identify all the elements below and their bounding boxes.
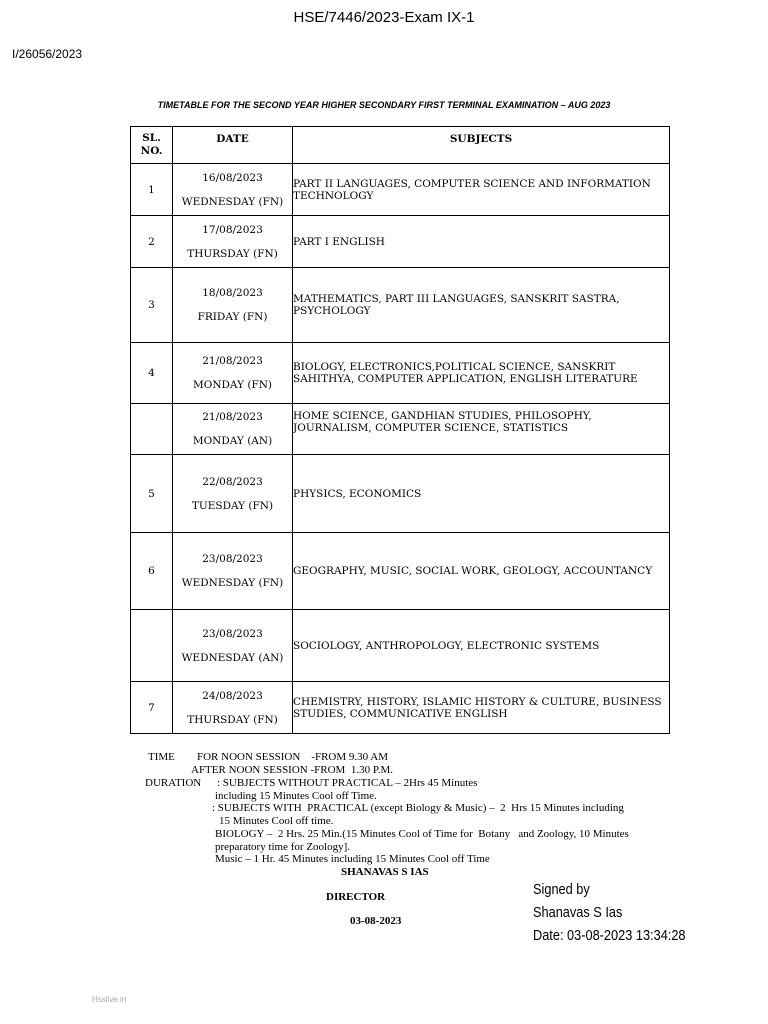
date-cell (173, 455, 293, 533)
date-cell (173, 343, 293, 404)
exam-date: 17/08/2023 (202, 223, 263, 236)
signature-timestamp: Date: 03-08-2023 13:34:28 (533, 928, 686, 944)
exam-timetable (130, 126, 670, 734)
sl-cell: 2 (131, 216, 173, 268)
duration-with-practical-note: 15 Minutes Cool off time. (219, 815, 334, 827)
sl-cell (131, 404, 173, 455)
afternoon-session-time: AFTER NOON SESSION -FROM 1.30 P.M. (191, 764, 394, 776)
table-row (131, 268, 670, 343)
exam-day: THURSDAY (FN) (187, 247, 278, 260)
exam-date: 23/08/2023 (202, 627, 263, 640)
signatory-designation: DIRECTOR (326, 891, 386, 903)
duration-with-practical: : SUBJECTS WITH PRACTICAL (except Biology & Music) – 2 Hrs 15 Minutes including (212, 802, 624, 814)
duration-without-practical-note: including 15 Minutes Cool off Time. (215, 790, 377, 802)
signer-name: Shanavas S Ias (533, 905, 623, 921)
subjects-cell: BIOLOGY, ELECTRONICS,POLITICAL SCIENCE, SANSKRIT SAHITHYA, COMPUTER APPLICATION, ENGLISH LITERATURE (293, 343, 670, 404)
table-row (131, 610, 670, 682)
sl-cell: 7 (131, 682, 173, 734)
sl-cell: 3 (131, 268, 173, 343)
sl-cell: 5 (131, 455, 173, 533)
signatory-name: SHANAVAS S IAS (341, 866, 429, 878)
table-row (131, 533, 670, 610)
exam-day: TUESDAY (FN) (191, 499, 274, 512)
date-cell (173, 164, 293, 216)
subjects-cell: PART I ENGLISH (293, 216, 670, 268)
table-row (131, 682, 670, 734)
exam-date: 18/08/2023 (202, 287, 263, 299)
date-cell (173, 682, 293, 734)
duration-biology-note: preparatory time for Zoology]. (215, 841, 351, 853)
subjects-cell: SOCIOLOGY, ANTHROPOLOGY, ELECTRONIC SYSTEMS (293, 610, 670, 682)
document-reference: HSE/7446/2023-Exam IX-1 (293, 9, 475, 26)
table-row (131, 404, 670, 455)
table-row (131, 455, 670, 533)
subjects-header: SUBJECTS (293, 127, 670, 164)
sl-header-line1: SL. (142, 132, 161, 144)
file-number: I/26056/2023 (12, 47, 83, 61)
table-row (131, 343, 670, 404)
subjects-cell: GEOGRAPHY, MUSIC, SOCIAL WORK, GEOLOGY, ACCOUNTANCY (293, 533, 670, 610)
duration-label: DURATION (145, 777, 202, 789)
date-cell (173, 268, 293, 343)
footer-watermark: Hsslive.in (92, 995, 127, 1004)
exam-day: FRIDAY (FN) (197, 311, 268, 323)
subjects-cell: CHEMISTRY, HISTORY, ISLAMIC HISTORY & CULTURE, BUSINESS STUDIES, COMMUNICATIVE ENGLISH (293, 682, 670, 734)
exam-day: WEDNESDAY (AN) (181, 651, 284, 664)
date-cell (173, 404, 293, 455)
time-label: TIME (148, 751, 175, 763)
subjects-cell: PHYSICS, ECONOMICS (293, 455, 670, 533)
signed-by-label: Signed by (533, 882, 590, 898)
forenoon-session-time: FOR NOON SESSION -FROM 9.30 AM (197, 751, 389, 763)
exam-date: 16/08/2023 (202, 171, 263, 184)
date-cell (173, 216, 293, 268)
date-cell (173, 533, 293, 610)
exam-date: 24/08/2023 (202, 689, 263, 702)
date-cell (173, 610, 293, 682)
exam-date: 22/08/2023 (202, 475, 263, 488)
signatory-date: 03-08-2023 (350, 915, 402, 927)
exam-day: MONDAY (FN) (192, 379, 273, 391)
subjects-cell: PART II LANGUAGES, COMPUTER SCIENCE AND INFORMATION TECHNOLOGY (293, 164, 670, 216)
sl-header-line2: NO. (140, 145, 163, 157)
exam-date: 23/08/2023 (202, 553, 263, 565)
sl-cell: 4 (131, 343, 173, 404)
sl-cell: 6 (131, 533, 173, 610)
table-header-row (131, 127, 670, 164)
exam-date: 21/08/2023 (202, 411, 263, 423)
duration-biology: BIOLOGY – 2 Hrs. 25 Min.(15 Minutes Cool of Time for Botany and Zoology, 10 Minutes (215, 828, 629, 840)
digital-signature (533, 879, 686, 948)
exam-date: 21/08/2023 (202, 355, 263, 367)
exam-day: WEDNESDAY (FN) (181, 195, 284, 208)
sl-cell (131, 610, 173, 682)
date-header: DATE (173, 127, 293, 164)
duration-music: Music – 1 Hr. 45 Minutes including 15 Minutes Cool off Time (215, 853, 490, 865)
document-title: TIMETABLE FOR THE SECOND YEAR HIGHER SECONDARY FIRST TERMINAL EXAMINATION – AUG 2023 (157, 100, 611, 110)
exam-day: MONDAY (AN) (192, 435, 273, 447)
duration-without-practical: : SUBJECTS WITHOUT PRACTICAL – 2Hrs 45 Minutes (217, 777, 478, 789)
subjects-cell: HOME SCIENCE, GANDHIAN STUDIES, PHILOSOPHY, JOURNALISM, COMPUTER SCIENCE, STATISTICS (293, 404, 670, 455)
exam-day: WEDNESDAY (FN) (181, 577, 284, 589)
table-row (131, 164, 670, 216)
table-row (131, 216, 670, 268)
exam-day: THURSDAY (FN) (187, 713, 278, 726)
subjects-cell: MATHEMATICS, PART III LANGUAGES, SANSKRIT SASTRA, PSYCHOLOGY (293, 268, 670, 343)
sl-cell: 1 (131, 164, 173, 216)
sl-no-header (131, 127, 173, 164)
